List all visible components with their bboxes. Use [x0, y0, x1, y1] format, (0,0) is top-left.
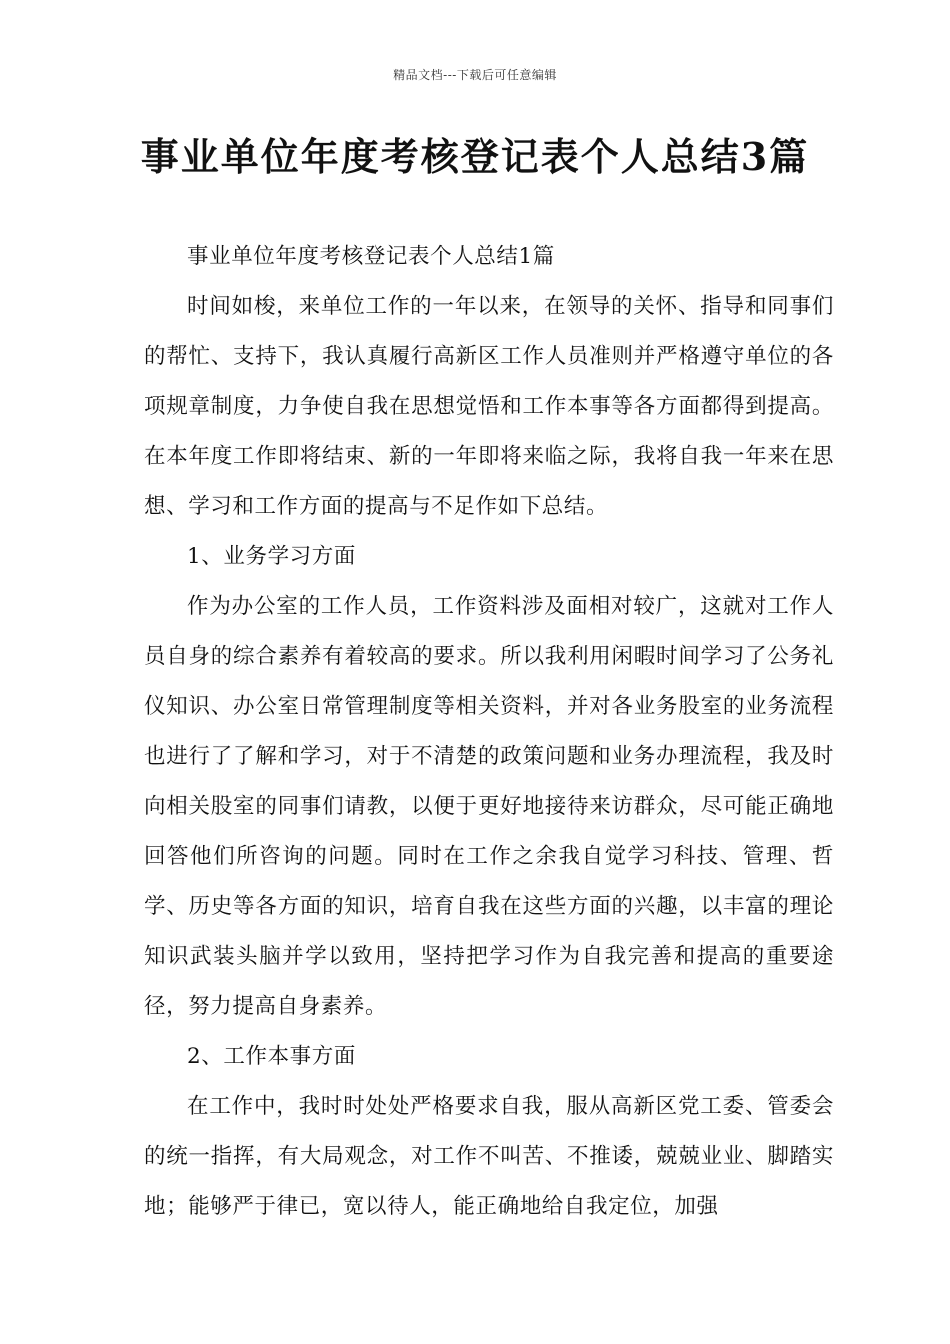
sub-title: 事业单位年度考核登记表个人总结1篇 [187, 244, 555, 269]
section-heading-2: 2、工作本事方面 [187, 1044, 356, 1069]
intro-paragraph: 时间如梭，来单位工作的一年以来，在领导的关怀、指导和同事们的帮忙、支持下，我认真履行高新区工作人员准则并严格遵守单位的各项规章制度，力争使自我在思想觉悟和工作本事等各方面都得到提高。在本年度工作即将结束、新的一年即将来临之际，我将自我一年来在思想、学习和工作方面的提高与不足作如下总结。 [144, 294, 834, 519]
document-title: 事业单位年度考核登记表个人总结3篇 [140, 134, 810, 179]
section-paragraph-1: 作为办公室的工作人员，工作资料涉及面相对较广，这就对工作人员自身的综合素养有着较高的要求。所以我利用闲暇时间学习了公务礼仪知识、办公室日常管理制度等相关资料，并对各业务股室的业务流程也进行了了解和学习，对于不清楚的政策问题和业务办理流程，我及时向相关股室的同事们请教，以便于更好地接待来访群众，尽可能正确地回答他们所咨询的问题。同时在工作之余我自觉学习科技、管理、哲学、历史等各方面的知识，培育自我在这些方面的兴趣，以丰富的理论知识武装头脑并学以致用，坚持把学习作为自我完善和提高的重要途径，努力提高自身素养。 [144, 594, 834, 1019]
header-note: 精品文档---下载后可任意编辑 [393, 68, 557, 82]
section-heading-1: 1、业务学习方面 [187, 544, 356, 569]
document-body [144, 232, 834, 1232]
section-paragraph-2: 在工作中，我时时处处严格要求自我，服从高新区党工委、管委会的统一指挥，有大局观念，对工作不叫苦、不推诿，兢兢业业、脚踏实地；能够严于律已，宽以待人，能正确地给自我定位，加强 [144, 1094, 834, 1219]
